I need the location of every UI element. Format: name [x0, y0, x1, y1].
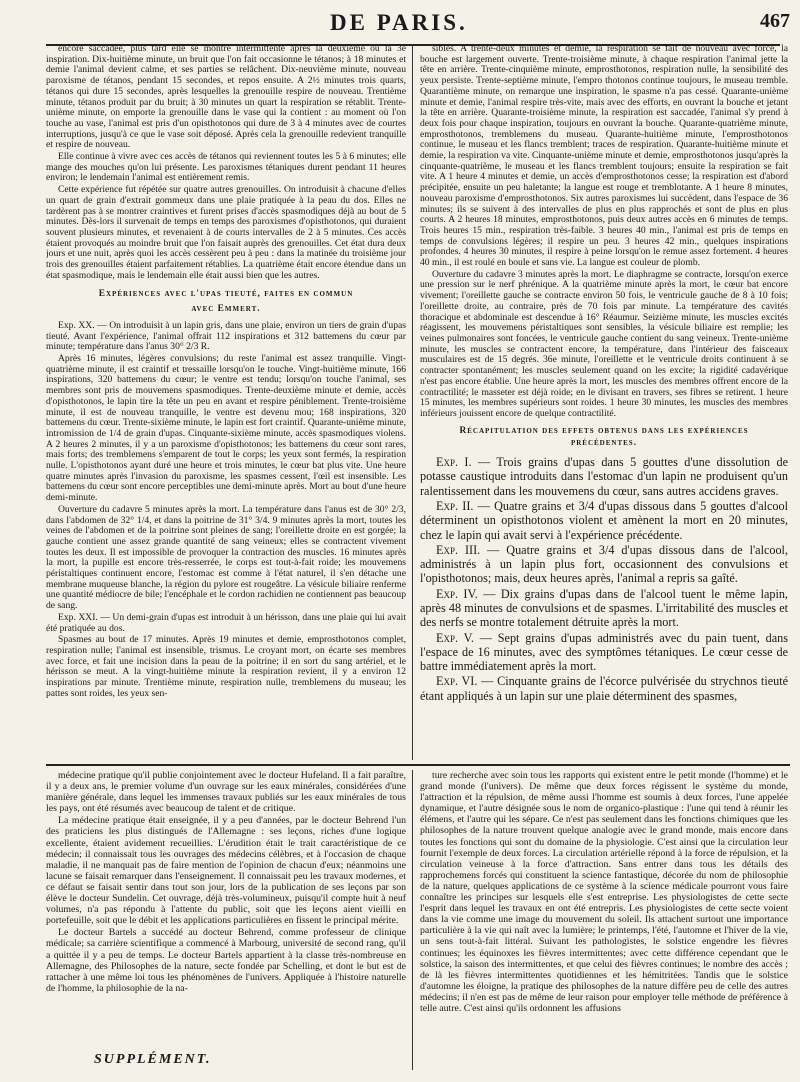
column-rule — [412, 770, 413, 1070]
paragraph: encore saccadée, plus tard elle se montre intermittente après la deuxième ou la 3e inspiration. Dix-huitième minute, un bruit que l'on fait occasionne le tétanos; à 18 minutes et demie l'animal devient calme, et ses parties se relâchent. Dix-neuvième minute, nouveau paroxisme de tétanos, pendant 15 secondes, et repos ensuite. A 2½ minutes trois quarts, tétanos qui dure 15 secondes, après lesquelles la grenouille respire de nouveau. Trentième minute, tétanos produit par du bruit; à 30 minutes un quart la respiration se rétablit. Trente-unième minute, on emporte la grenouille dans le vase qui la contient : au moment où l'on touche au vase, l'animal est pris d'un opisthotonos qui dure de 3 à 4 minutes avec de courtes interruptions, jusqu'à ce que le vase soit déposé. Après cela la grenouille redevient tranquille et respire de nouveau. — [46, 44, 406, 151]
paragraph: Ouverture du cadavre 5 minutes après la mort. La température dans l'anus est de 30° 2/3, dans l'abdomen de 32° 1/4, et dans la poitrine de 31° 3/4. 9 minutes après la mort, toutes les veines de l'abdomen et de la poitrine sont pleines de sang; l'oreillette droite en est gorgée; la gauche contient une assez grande quantité de sang veineux; elles se contractent vivement toutes les deux. Il est impossible de provoquer la contraction des muscles. 16 minutes après la mort, la pupille est encore très-resserrée, le corps est tout-à-fait roide; les mouvemens péristaltiques continuent encore, l'estomac est comme à l'état naturel, il s'en détache une membrane muqueuse blanche, la région du pylore est rougeâtre. La vésicule biliaire renferme une quantité médiocre de bile; l'encéphale et le cordon rachidien ne contiennent pas beaucoup de sang. — [46, 503, 406, 612]
recap-label: Exp. VI. — [436, 674, 478, 689]
section-title: Expériences avec l'upas tieuté, faites en commun — [98, 289, 354, 300]
recap-item — [420, 587, 788, 630]
recap-subtitle: précédentes. — [570, 438, 638, 449]
paragraph: Ouverture du cadavre 3 minutes après la mort. Le diaphragme se contracte, lorsqu'on exerce une pression sur le nerf phrénique. A la quatrième minute après la mort, le cœur bat encore vivement; l'oreillette gauche se contracte environ 50 fois, le ventricule gauche de 8 à 10 fois; l'oreillette droite, au contraire, près de 70 fois par minute. La température des cavités thoracique et abdominale est descendue à 16° Réaumur. Seizième minute, les muscles excités réagissent, les mouvemens péristaltiques sont sensibles, la vésicule biliaire est remplie; les veines pulmonaires sont foncées, le ventricule gauche contient du sang veineux. Trente-unième minute, les muscles se contractent encore, la température, dans l'intérieur des faisceaux musculaires est de 15 degrés. 36e minute, l'oreillette et le ventricule droits continuent à se contracter spontanément; les muscles seulement quand on les excite; la rigidité cadavérique n'est pas encore établie. Une heure après la mort, les muscles des membres offrent encore de la contractilité; le masseter est déjà roide; en le divisant en travers, ses fibres se retirent. 1 heure 15 minutes, les membres supérieurs sont roides. 1 heure 30 minutes, les muscles des membres inférieurs jouissent encore de quelque contractilité. — [420, 268, 788, 419]
section-separator — [46, 764, 790, 766]
recap-item — [420, 455, 788, 498]
recap-label: Exp. II. — [436, 498, 474, 513]
lower-section — [46, 770, 790, 1076]
paragraph: Exp. XXI. — Un demi-grain d'upas est introduit à un hérisson, dans une plaie qui lui avait été pratiquée au dos. — [46, 611, 406, 634]
upper-section — [46, 44, 790, 760]
recap-label: Exp. IV. — [436, 586, 478, 601]
recap-label: Exp. V. — [436, 630, 474, 645]
recap-text: — Quatre grains et 3/4 d'upas dissous dans de l'alcool, administrés à un lapin plus fort, occasionnent des convulsions et l'opisthotonos; mais, deux heures après, l'animal a repris sa gaîté. — [420, 542, 788, 586]
recap-item — [420, 674, 788, 703]
paragraph: La médecine pratique était enseignée, il y a peu d'années, par le docteur Behrend l'un des praticiens les plus distingués de l'Allemagne : ses leçons, riches d'une logique excellente, étaient avidement recueillies. L'érudition était le trait caractéristique de ce médecin; il connaissait tous les ouvrages des médecins célèbres, et à l'occasion de chaque maladie, il ne manquait pas de faire mention de l'opinion de chacun d'eux; néanmoins une lacune se faisait remarquer dans l'enseignement. Il connaissait peu les travaux modernes, et ce défaut se faisait sentir dans tout son jour, lors de la publication de ses leçons par son élève le docteur Sundelin. Cet ouvrage, déjà très-volumineux, puisqu'il compte huit à neuf volumes, n'a pas répondu à l'attente du public, soit que les leçons aient vieilli en portefeuille, soit que le débit et les applications particulières en fissent le principal mérite. — [46, 815, 406, 927]
section-subtitle: avec Emmert. — [191, 304, 261, 315]
recap-label: Exp. I. — [436, 455, 472, 470]
lower-left-column — [46, 770, 406, 1070]
paragraph: médecine pratique qu'il publie conjointement avec le docteur Hufeland. Il a fait paraître, il y a deux ans, le premier volume d'un ouvrage sur les eaux minérales, considérées d'une manière générale, dans lequel les immenses travaux publiés sur les eaux minérales de tous les pays, ont été résumés avec beaucoup de talent et de critique. — [46, 770, 406, 815]
paragraph: ture recherche avec soin tous les rapports qui existent entre le petit monde (l'homme) et le grand monde (l'univers). De même que deux forces régissent le système du monde, l'attraction et la répulsion, de même aussi l'homme est soumis à deux forces, l'une appelée dynamique, et l'autre désignée sous le nom de organico-plastique : l'une qui tend à réunir les élémens, et l'autre qui les sépare. Ce n'est pas seulement dans les fonctions chimiques que les philosophes de la nature trouvent quelque analogie avec le grand monde, mais encore dans toutes les fonctions qui sont du domaine de la physiologie. C'est ainsi que la circulation leur fournit l'exemple de deux forces. La circulation artérielle répond à la force de répulsion, et la circulation veineuse à la force d'attraction. Sans entrer dans tous les détails des rapprochemens forcés qui constituent la science fantastique, décorée du nom de philosophie de la nature, quelques applications de ce système à la science médicale pourront vous faire connaître les principes sur lesquels elle s'est entreprise. Les physiologistes de cette secte l'esprit dans lequel les travaux en ont été entrepris. Les physiologistes de cette secte voient dans la vie comme une image du mouvement du soleil. Ils attachent surtout une importance particulière à la vie qui naît avec la lumière; le printemps, l'été, l'automne et l'hiver de la vie, un sens tout-à-fait littéral. Suivant les pathologistes, le solstice engendre les fièvres continues; les équinoxes les fièvres intermittentes; avec cette différence cependant que le solstice, la saison des intermittentes, et que celui des fièvres continues; le nombre des accès ; de là les fièvres intermittentes quotidiennes et les hémitritées. Tandis que le solstice d'automne les éloigne, la pratique des philosophes de la nature diffère peu de celle des autres médecins; il n'en est pas de même de leur raison pour employer telle méthode de préférence à telle autre. C'est ainsi qu'ils ordonnent les affusions — [420, 770, 788, 1014]
recap-text: — Cinquante grains de l'écorce pulvérisée du strychnos tieuté étant appliqués à un lapin sur une plaie déterminent des spasmes, — [420, 674, 788, 703]
supplement-label: SUPPLÉMENT. — [94, 1052, 212, 1067]
paragraph: Cette expérience fut répétée sur quatre autres grenouilles. On introduisit à chacune d'elles un quart de grain d'extrait gommeux dans une plaie pratiquée à la peau du dos. Elles ne tardèrent pas à se montrer craintives et furent prises d'accès spasmodiques déjà au bout de 5 minutes. Dès-lors il survenait de temps en temps des paroxismes d'opisthotonos, qui duraient souvent plusieurs minutes, et revenaient à de courts intervalles de 2 à 5 minutes. Ces accès étaient provoqués au moindre bruit que l'on faisait auprès des grenouilles. Cet état dura deux jours et une nuit, après quoi les accès cessèrent peu à peu : dans la matinée du troisième jour trois des grenouilles étaient parfaitement rétablies. La quatrième était encore étendue dans un état spasmodique, mais le lendemain elle était aussi bien que les autres. — [46, 184, 406, 281]
paragraph: sibles. A trente-deux minutes et demie, la respiration se fait de nouveau avec force, la bouche est largement ouverte. Trente-troisième minute, à chaque respiration l'animal jette la tête en arrière. Trente-cinquième minute, emprosthotonos, respiration nulle, la sensibilité des yeux persiste. Trente-septième minute, l'empro thotonos continue toujours, le museau tremble. Quarantième minute, on remarque une inspiration, le spasme n'a pas cessé. Quarante-unième minute et demie, l'animal respire très-vite, mais avec des efforts, en ouvrant la bouche et jetant la tête en arrière. Quarante-troisième minute, la respiration est saccadée, l'animal s'y prend à deux fois pour chaque inspiration, toujours en ouvrant la bouche. Quarante-quatrième minute, emprosthotonos, tremblemens du museau. Quarante-huitième minute, l'emprosthotonos continue, le museau et les flancs tremblent; traces de respiration. Quarante-huitième minute et demie, la respiration va vite. Cinquante-unième minute et demie, emprosthotonos jusqu'après la cinquante-quatrième, le museau et les flancs tremblent toujours; ensuite la respiration se fait vite. A 1 heure 4 minutes et demie, un accès d'emprosthotonos cesse; la respiration est d'abord précipitée, ensuite un peu haletante; la langue est rouge et tremblotante. A 1 heure 8 minutes, nouveau paroxisme d'emprosthotonos. Six autres paroxismes lui succèdent, dans l'espace de 36 minutes; ils se suivent à des intervalles de plus en plus rapprochés et sont de plus en plus courts. A 2 heures 18 minutes, emprosthotonos, puis deux autres accès en 6 minutes de temps. Trois heures 15 min., respiration très-faible. 3 heures 40 min., l'animal est pris de temps en temps de convulsions légères; il respire un peu. 3 heures 42 min., quelques inspirations profondes. 4 heures 30 minutes, il respire à peine lorsqu'on le remue assez fortement. 4 heures 40 min., il est roulé en boule et sans vie. La langue est couleur de plomb. — [420, 44, 788, 269]
recap-item — [420, 499, 788, 542]
recap-label: Exp. III. — [436, 542, 481, 557]
recap-text: — Trois grains d'upas dans 5 gouttes d'une dissolution de potasse caustique introduits dans l'estomac d'un lapin ne produisent qu'un ralentissement dans les mouvemens du cœur, sans autres accidens graves. — [420, 455, 788, 498]
recap-title: Récapitulation des effets obtenus dans les expériences — [459, 425, 749, 436]
recap-text: — Dix grains d'upas dans de l'alcool tuent le même lapin, après 48 minutes de convulsions et de spasmes. L'irritabilité des muscles et des nerfs se montre totalement détruite après la mort. — [420, 586, 788, 630]
paragraph: Spasmes au bout de 17 minutes. Après 19 minutes et demie, emprosthotonos complet, respiration nulle; l'animal est insensible, trismus. Le croyant mort, on écarte ses membres avec force, et fait une incision dans la peau de la poitrine; il en sort du sang artériel, et le hérisson se meut. A la vingt-huitième minute la respiration revient, il y a environ 12 inspirations par minute. Trentième minute, respiration nulle, tremblemens du museau; les pattes sont roides, les yeux sen- — [46, 634, 406, 699]
paragraph: Exp. XX. — On introduisit à un lapin gris, dans une plaie, environ un tiers de grain d'upas tieuté. Avant l'expérience, l'animal offrait 112 inspirations et 312 battemens du cœur par minute; température dans l'anus 30° 2/3 R. — [46, 319, 406, 353]
recap-list — [420, 455, 788, 703]
running-head: DE PARIS. — [330, 10, 468, 35]
recap-text: — Sept grains d'upas administrés avec du pain tuent, dans l'espace de 16 minutes, avec des symptômes tétaniques. Le cœur cesse de battre immédiatement après la mort. — [420, 630, 788, 674]
upper-left-column — [46, 44, 406, 760]
paragraph: Elle continue à vivre avec ces accès de tétanos qui reviennent toutes les 5 à 6 minutes; elle mange des mouches qu'on lui présente. Les paroxismes tétaniques durent pendant 11 heures environ; le lendemain l'animal est entièrement remis. — [46, 151, 406, 184]
page-number: 467 — [760, 10, 790, 32]
upper-right-column — [420, 44, 788, 760]
lower-right-column — [420, 770, 788, 1070]
page-header — [0, 6, 800, 42]
recap-item — [420, 631, 788, 674]
column-rule — [412, 44, 413, 760]
recap-text: — Quatre grains et 3/4 d'upas dissous dans 5 gouttes d'alcool déterminent un opisthotonos violent et amènent la mort en 20 minutes, chez le lapin qui avait servi à l'expérience précédente. — [420, 498, 788, 542]
recap-item — [420, 543, 788, 586]
paragraph: Après 16 minutes, légères convulsions; du reste l'animal est assez tranquille. Vingt-quatrième minute, il est craintif et tressaille lorsqu'on le touche. Vingt-huitième minute, 166 inspirations, 320 battemens du cœur; le ventre est tendu; lorsqu'on touche l'animal, ses membres sont pris de mouvemens spasmodiques. Trente-deuxième minute et demie, accès d'opisthotonos, le lapin tire la tête un peu en avant et respire péniblement. Trente-troisième minute, il est de nouveau tranquille, le ventre est devenu mou; 168 inspirations, 320 battemens du cœur. Trente-sixième minute, le lapin est fort craintif. Quarante-unième minute, intromission de 1/4 de grain d'upas. Cinquante-sixième minute, accès spasmodiques violens. A 2 heures 2 minutes, il y a un paroxisme d'opisthotonos; les battemens du cœur sont rares, mais forts; des tremblemens s'emparent de tout le corps; les yeux sont fermés, la respiration nulle. L'opisthotonos ayant duré une heure et trois minutes, le cœur bat plus vite. Une heure quatre minutes après l'invasion du paroxisme, les spasmes cessent, l'œil est insensible. Les battemens du cœur sont encore perceptibles une demi-minute après. Mort au bout d'une heure demi-minute. — [46, 352, 406, 504]
paragraph: Le docteur Bartels a succédé au docteur Behrend, comme professeur de clinique médicale; sa carrière scientifique a commencé à Marbourg, université de second rang, qu'il a quittée il y a peu de temps. Le docteur Bartels appartient à la classe très-nombreuse en Allemagne, des Philosophes de la nature, secte fondée par Schelling, et dont le but est de rattacher à une même loi tous les phénomènes de l'univers. Appliquée à l'histoire naturelle de l'homme, la philosophie de la na- — [46, 927, 406, 994]
